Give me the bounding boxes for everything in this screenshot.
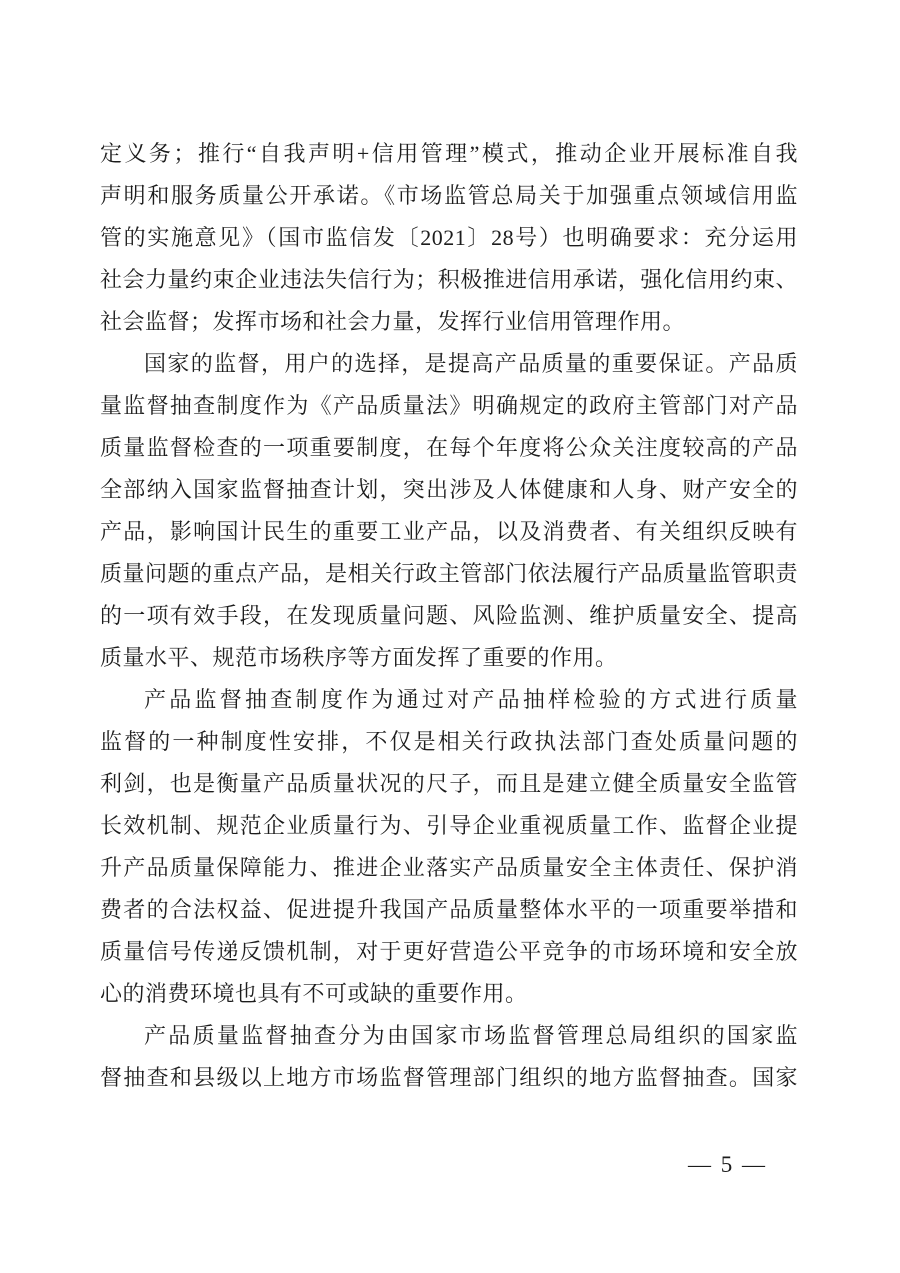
text-line: 费者的合法权益、促进提升我国产品质量整体水平的一项重要举措和	[100, 897, 798, 922]
text-line: 管的实施意见》（国市监信发〔2021〕28号）也明确要求：充分运用	[100, 225, 798, 250]
text-line: 质量水平、规范市场秩序等方面发挥了重要的作用。	[100, 645, 618, 670]
text-line: 全部纳入国家监督抽查计划，突出涉及人体健康和人身、财产安全的	[100, 477, 798, 502]
paragraph-4	[100, 1015, 798, 1099]
document-body	[100, 133, 798, 1099]
text-line: 的一项有效手段，在发现质量问题、风险监测、维护质量安全、提高	[100, 603, 798, 628]
paragraph-3	[100, 679, 798, 1015]
text-line: 社会力量约束企业违法失信行为；积极推进信用承诺，强化信用约束、	[100, 267, 798, 292]
paragraph-1	[100, 133, 798, 343]
text-line: 长效机制、规范企业质量行为、引导企业重视质量工作、监督企业提	[100, 813, 798, 838]
text-line: 监督的一种制度性安排，不仅是相关行政执法部门查处质量问题的	[100, 729, 798, 754]
text-line: 产品，影响国计民生的重要工业产品，以及消费者、有关组织反映有	[100, 519, 798, 544]
text-line: 量监督抽查制度作为《产品质量法》明确规定的政府主管部门对产品	[100, 393, 798, 418]
text-line: 利剑，也是衡量产品质量状况的尺子，而且是建立健全质量安全监管	[100, 771, 798, 796]
text-line: 质量问题的重点产品，是相关行政主管部门依法履行产品质量监管职责	[100, 561, 798, 586]
text-line: 质量监督检查的一项重要制度，在每个年度将公众关注度较高的产品	[100, 435, 798, 460]
page-number: — 5 —	[688, 1152, 767, 1177]
text-line: 国家的监督，用户的选择，是提高产品质量的重要保证。产品质	[144, 351, 798, 376]
text-line: 定义务；推行“自我声明+信用管理”模式，推动企业开展标准自我	[100, 141, 798, 166]
text-line: 心的消费环境也具有不可或缺的重要作用。	[100, 981, 528, 1006]
text-line: 产品质量监督抽查分为由国家市场监督管理总局组织的国家监	[144, 1023, 798, 1048]
text-line: 声明和服务质量公开承诺。《市场监管总局关于加强重点领域信用监	[100, 183, 798, 208]
text-line: 质量信号传递反馈机制，对于更好营造公平竞争的市场环境和安全放	[100, 939, 798, 964]
text-line: 社会监督；发挥市场和社会力量，发挥行业信用管理作用。	[100, 309, 686, 334]
paragraph-2	[100, 343, 798, 679]
text-line: 升产品质量保障能力、推进企业落实产品质量安全主体责任、保护消	[100, 855, 798, 880]
text-line: 督抽查和县级以上地方市场监督管理部门组织的地方监督抽查。国家	[100, 1065, 798, 1090]
text-line: 产品监督抽查制度作为通过对产品抽样检验的方式进行质量	[144, 687, 798, 712]
